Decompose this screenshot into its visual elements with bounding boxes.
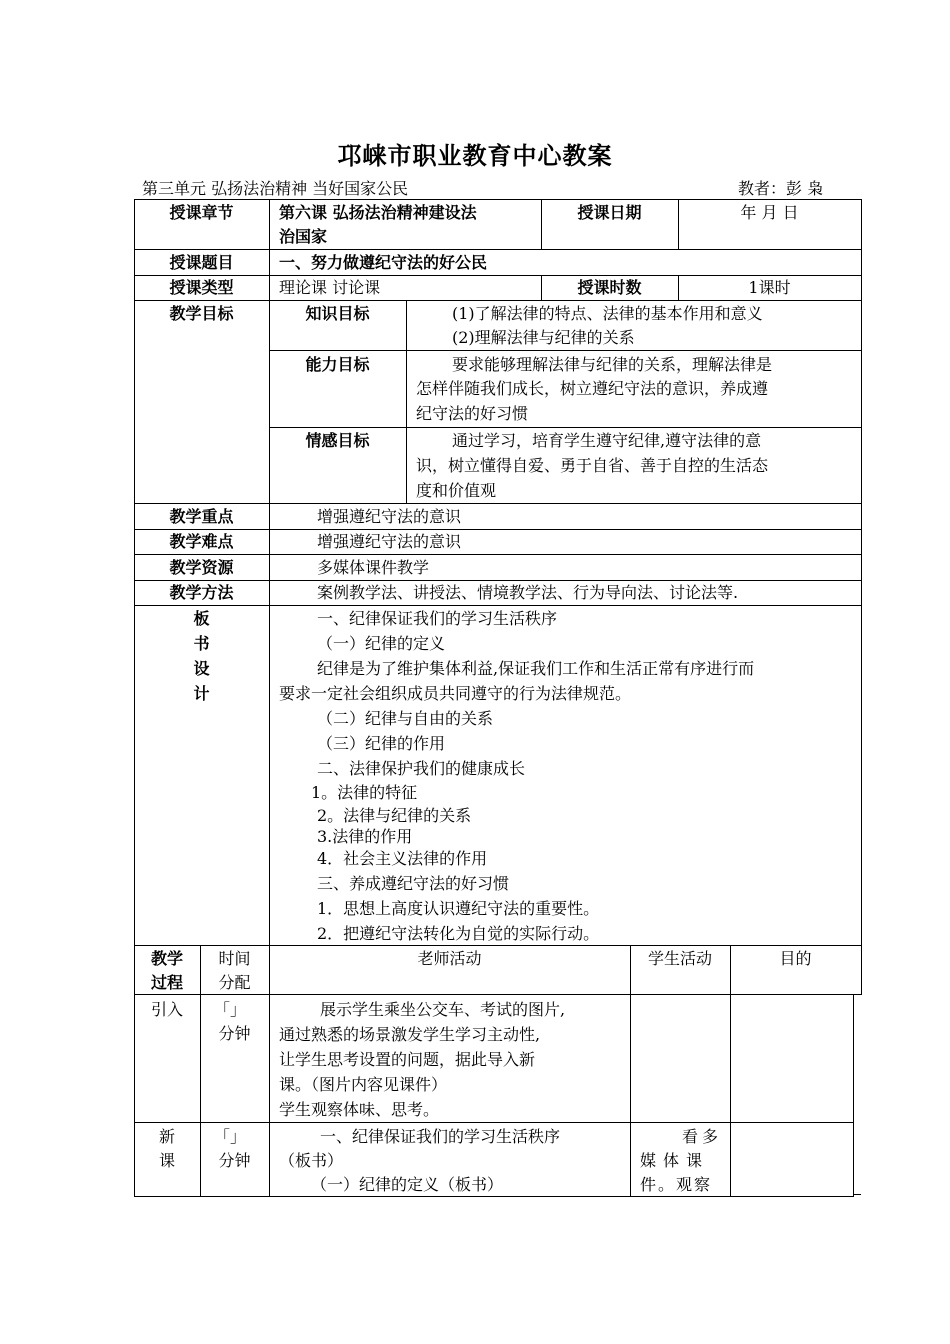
resources-value: 多媒体课件教学 (317, 558, 430, 577)
intro-time-unit: 分钟 (218, 1024, 251, 1043)
board-label-char: 板 (193, 609, 210, 628)
board-line: 1。法律的特征 (311, 783, 418, 802)
table-rule (134, 249, 861, 250)
emotion-line-2: 识，树立懂得自爱、勇于自省、善于自控的生活态 (416, 456, 769, 475)
new-lesson-stage: 课 (158, 1151, 175, 1170)
table-rule (134, 503, 861, 504)
chapter-value-line-1: 第六课 弘扬法治精神建设法 (279, 203, 477, 222)
intro-line: 展示学生乘坐公交车、考试的图片, (320, 1000, 566, 1019)
intro-line: 让学生思考设置的问题，据此导入新 (279, 1050, 536, 1069)
intro-line: 学生观察体味、思考。 (279, 1100, 440, 1119)
intro-line: 通过熟悉的场景激发学生学习主动性, (279, 1025, 541, 1044)
type-label: 授课类型 (169, 278, 234, 297)
board-line: （三）纪律的作用 (317, 734, 446, 753)
table-rule (134, 605, 861, 606)
resources-label: 教学资源 (169, 558, 234, 577)
board-line: 三、养成遵纪守法的好习惯 (317, 874, 510, 893)
board-label-char: 设 (193, 659, 210, 678)
unit-heading: 第三单元 弘扬法治精神 当好国家公民 (142, 179, 409, 198)
difficulty-value: 增强遵纪守法的意识 (317, 532, 462, 551)
new-lesson-line: （一）纪律的定义（板书） (311, 1175, 504, 1194)
knowledge-label: 知识目标 (305, 304, 370, 323)
chapter-label: 授课章节 (169, 203, 234, 222)
hours-label: 授课时数 (577, 278, 642, 297)
board-line: 4．社会主义法律的作用 (317, 849, 488, 868)
table-rule (134, 554, 861, 555)
student-activity-line: 件。观察 (640, 1175, 713, 1194)
process-header: 过程 (150, 973, 183, 992)
date-label: 授课日期 (577, 203, 642, 222)
page-title: 邛崃市职业教育中心教案 (337, 142, 613, 170)
ability-label: 能力目标 (305, 355, 370, 374)
ability-line-2: 怎样伴随我们成长，树立遵纪守法的意识，养成遵 (416, 379, 769, 398)
difficulty-label: 教学难点 (169, 532, 234, 551)
intro-stage: 引入 (150, 1000, 183, 1019)
board-line: 3.法律的作用 (317, 827, 413, 846)
board-line: 一、纪律保证我们的学习生活秩序 (317, 609, 558, 628)
focus-value: 增强遵纪守法的意识 (317, 507, 462, 526)
focus-label: 教学重点 (169, 507, 234, 526)
topic-value: 一、努力做遵纪守法的好公民 (279, 253, 488, 272)
teacher-activity-header: 老师活动 (417, 949, 482, 968)
table-rule (853, 1194, 861, 1195)
intro-line: 课。（图片内容见课件） (279, 1075, 448, 1094)
table-rule (134, 199, 861, 200)
table-rule (406, 300, 407, 504)
purpose-header: 目的 (779, 949, 812, 968)
student-activity-header: 学生活动 (647, 949, 712, 968)
board-label-char: 书 (193, 634, 210, 653)
table-rule (269, 427, 861, 428)
date-value: 年 月 日 (740, 203, 799, 222)
board-line: 2。法律与纪律的关系 (317, 806, 472, 825)
intro-time-bracket: 「」 (213, 1000, 246, 1019)
table-rule (269, 945, 270, 1197)
objectives-label: 教学目标 (169, 304, 234, 323)
board-line: （二）纪律与自由的关系 (317, 709, 494, 728)
new-lesson-stage: 新 (158, 1127, 175, 1146)
student-activity-line: 媒体课 (640, 1151, 710, 1170)
method-value: 案例教学法、讲授法、情境教学法、行为导向法、讨论法等. (317, 583, 739, 602)
new-lesson-line: （板书） (279, 1151, 344, 1170)
board-line: 1．思想上高度认识遵纪守法的重要性。 (317, 899, 600, 918)
emotion-line-1: 通过学习，培育学生遵守纪律,遵守法律的意 (452, 431, 762, 450)
process-header: 教学 (150, 949, 183, 968)
topic-label: 授课题目 (169, 253, 234, 272)
board-line: 二、法律保护我们的健康成长 (317, 759, 526, 778)
board-label-char: 计 (193, 684, 210, 703)
board-line: 要求一定社会组织成员共同遵守的行为法律规范。 (279, 684, 632, 703)
chapter-value-line-2: 治国家 (279, 227, 328, 246)
board-line: （一）纪律的定义 (317, 634, 446, 653)
student-activity-line: 看多 (682, 1127, 723, 1146)
table-rule (730, 945, 731, 1197)
emotion-label: 情感目标 (305, 431, 370, 450)
emotion-line-3: 度和价值观 (416, 481, 497, 500)
teacher-name: 教者：彭 枭 (738, 179, 824, 198)
knowledge-line-1: (1)了解法律的特点、法律的基本作用和意义 (452, 304, 763, 323)
board-line: 2．把遵纪守法转化为自觉的实际行动。 (317, 924, 600, 943)
table-rule (861, 199, 862, 995)
board-line: 纪律是为了维护集体利益,保证我们工作和生活正常有序进行而 (317, 659, 755, 678)
time-header: 分配 (218, 973, 251, 992)
new-lesson-line: 一、纪律保证我们的学习生活秩序 (320, 1127, 561, 1146)
type-value: 理论课 讨论课 (279, 278, 381, 297)
ability-line-1: 要求能够理解法律与纪律的关系，理解法律是 (452, 355, 773, 374)
knowledge-line-2: (2)理解法律与纪律的关系 (452, 328, 635, 347)
table-rule (630, 945, 631, 1197)
table-rule (134, 300, 861, 301)
table-rule (134, 1122, 853, 1123)
ability-line-3: 纪守法的好习惯 (416, 404, 529, 423)
time-header: 时间 (218, 949, 251, 968)
hours-value: 1课时 (748, 278, 791, 297)
new-lesson-time-bracket: 「」 (213, 1127, 246, 1146)
table-rule (853, 994, 854, 1197)
table-rule (269, 350, 861, 351)
method-label: 教学方法 (169, 583, 234, 602)
new-lesson-time-unit: 分钟 (218, 1151, 251, 1170)
